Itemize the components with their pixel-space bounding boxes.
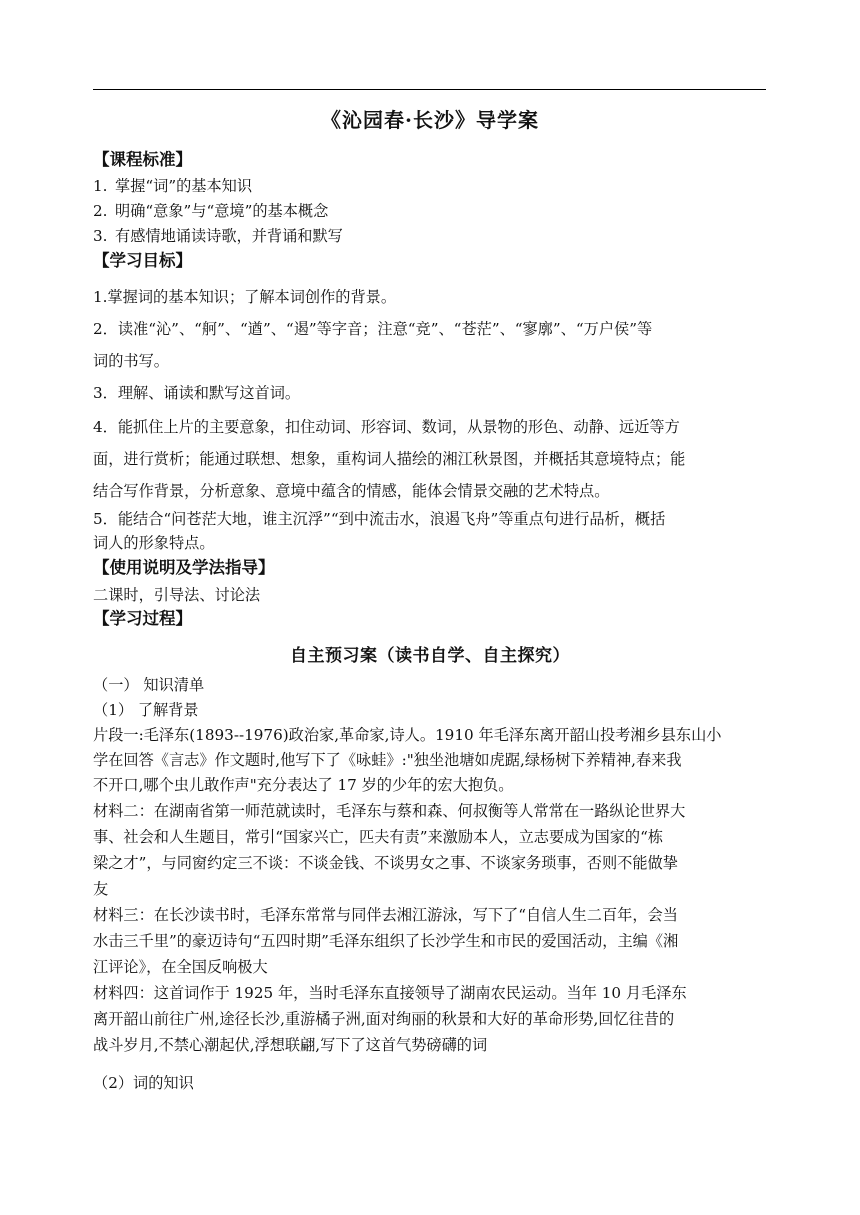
material-line: 江评论》，在全国反响极大 <box>93 958 268 976</box>
section-subtitle: 自主预习案（读书自学、自主探究） <box>290 646 570 666</box>
standard-item <box>93 225 768 247</box>
material-line: 材料二：在湖南省第一师范就读时，毛泽东与蔡和森、何叔衡等人常常在一路纵论世界大 <box>93 802 686 820</box>
section-heading-standards: 【课程标准】 <box>93 150 192 169</box>
page-title: 《沁园春·长沙》导学案 <box>321 108 539 132</box>
section-heading-goals: 【学习目标】 <box>93 251 192 270</box>
goal-line: 词的书写。 <box>93 352 169 370</box>
standard-text: 明确“意象”与“意境”的基本概念 <box>115 202 329 220</box>
material-line: 不开口,哪个虫儿敢作声"充分表达了 17 岁的少年的宏大抱负。 <box>93 776 514 794</box>
standard-text: 有感情地诵读诗歌，并背诵和默写 <box>115 227 343 245</box>
list-label: （1） 了解背景 <box>93 701 199 719</box>
goal-line: 结合写作背景，分析意象、意境中蕴含的情感，能体会情景交融的艺术特点。 <box>93 482 610 500</box>
section-heading-process: 【学习过程】 <box>93 609 192 628</box>
list-label: （2）词的知识 <box>93 1074 194 1092</box>
material-line: 材料四：这首词作于 1925 年，当时毛泽东直接领导了湖南农民运动。当年 10 月毛泽东 <box>93 984 687 1002</box>
goal-line: 2．读准“沁”、“舸”、“遒”、“遏”等字音；注意“竞”、“苍茫”、“寥廓”、“万户侯”等 <box>93 320 653 338</box>
header-rule <box>93 89 766 90</box>
material-line: 片段一:毛泽东(1893--1976)政治家,革命家,诗人。1910 年毛泽东离开韶山投考湘乡县东山小 <box>93 726 722 744</box>
standard-number: 2. <box>93 202 108 220</box>
goal-line: 面，进行赏析；能通过联想、想象，重构词人描绘的湘江秋景图，并概括其意境特点；能 <box>93 450 686 468</box>
material-line: 水击三千里”的豪迈诗句“五四时期”毛泽东组织了长沙学生和市民的爱国活动，主编《湘 <box>93 932 679 950</box>
method-text: 二课时，引导法、讨论法 <box>93 586 261 604</box>
standard-item <box>93 200 768 222</box>
material-line: 材料三：在长沙读书时，毛泽东常常与同伴去湘江游泳，写下了“自信人生二百年，会当 <box>93 906 678 924</box>
material-line: 学在回答《言志》作文题时,他写下了《咏蛙》:"独坐池塘如虎踞,绿杨树下养精神,春来我 <box>93 751 682 769</box>
standard-number: 1. <box>93 177 108 195</box>
section-heading-method: 【使用说明及学法指导】 <box>93 558 275 577</box>
material-line: 梁之才”，与同窗约定三不谈：不谈金钱、不谈男女之事、不谈家务琐事，否则不能做挚 <box>93 854 678 872</box>
material-line: 战斗岁月,不禁心潮起伏,浮想联翩,写下了这首气势磅礴的词 <box>93 1036 488 1054</box>
goal-line: 5．能结合“问苍茫大地，谁主沉浮”“到中流击水，浪遏飞舟”等重点句进行品析，概括 <box>93 510 666 528</box>
goal-line: 1.掌握词的基本知识；了解本词创作的背景。 <box>93 288 397 306</box>
goal-line: 4．能抓住上片的主要意象，扣住动词、形容词、数词，从景物的形色、动静、远近等方 <box>93 418 680 436</box>
standard-item <box>93 175 768 197</box>
material-line: 离开韶山前往广州,途径长沙,重游橘子洲,面对绚丽的秋景和大好的革命形势,回忆往昔的 <box>93 1010 675 1028</box>
goal-line: 3．理解、诵读和默写这首词。 <box>93 384 301 402</box>
standard-text: 掌握“词”的基本知识 <box>115 177 253 195</box>
goal-line: 词人的形象特点。 <box>93 534 215 552</box>
list-label: （一） 知识清单 <box>93 676 205 694</box>
standard-number: 3. <box>93 227 108 245</box>
material-line: 事、社会和人生题目，常引“国家兴亡，匹夫有责”来激励本人，立志要成为国家的“栋 <box>93 828 664 846</box>
material-line: 友 <box>93 880 109 898</box>
